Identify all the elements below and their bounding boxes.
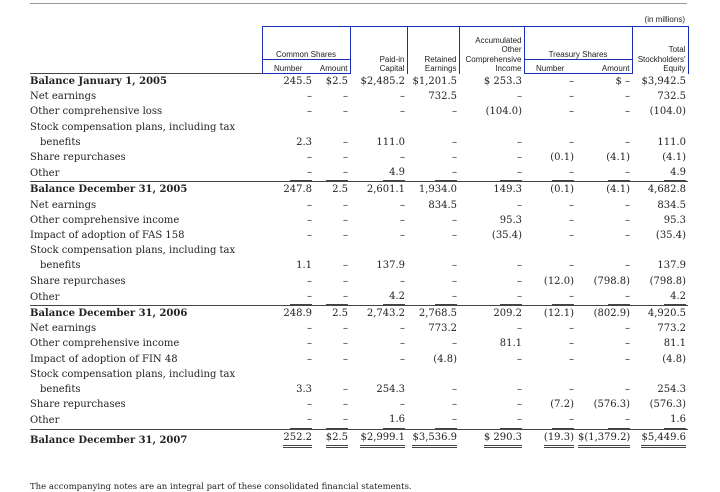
table-row bbox=[30, 165, 688, 182]
cell-value: – bbox=[569, 384, 574, 396]
cell-value: – bbox=[517, 136, 522, 148]
cell-value: – bbox=[343, 353, 348, 365]
treasury-number-header: Number bbox=[524, 60, 576, 74]
cell-value: 95.3 bbox=[663, 214, 686, 226]
table-row bbox=[30, 274, 688, 289]
cell-value: 732.5 bbox=[428, 91, 457, 103]
cell-value: $2,999.1 bbox=[350, 429, 407, 448]
cell-value: 245.5 bbox=[283, 76, 312, 87]
cell-value: – bbox=[625, 353, 630, 365]
cell-value: – bbox=[343, 399, 348, 411]
cell-value bbox=[459, 367, 524, 382]
cell-value: – bbox=[524, 289, 576, 306]
cell-value: – bbox=[459, 165, 524, 182]
cell-value: – bbox=[400, 214, 405, 226]
cell-value: $3,536.9 bbox=[407, 429, 459, 448]
cell-value: – bbox=[576, 412, 632, 429]
cell-value: – bbox=[517, 384, 522, 396]
cell-value: – bbox=[343, 199, 348, 211]
row-label: Balance December 31, 2006 bbox=[30, 306, 262, 322]
cell-value: – bbox=[307, 353, 312, 365]
row-label: benefits bbox=[40, 136, 81, 148]
row-label: Other comprehensive income bbox=[30, 338, 180, 350]
row-label: Balance December 31, 2005 bbox=[30, 182, 262, 198]
cell-value: – bbox=[517, 152, 522, 164]
cell-value: – bbox=[524, 165, 576, 182]
cell-value: – bbox=[452, 384, 457, 396]
cell-value: 4.2 bbox=[350, 289, 407, 306]
cell-value: 1.1 bbox=[296, 260, 312, 272]
aoci-header: Accumulated Other Comprehensive Income bbox=[459, 27, 524, 74]
cell-value: – bbox=[307, 91, 312, 103]
cell-value: 111.0 bbox=[376, 136, 405, 148]
cell-value: – bbox=[400, 338, 405, 350]
cell-value: – bbox=[569, 338, 574, 350]
cell-value: – bbox=[400, 106, 405, 118]
cell-value bbox=[407, 367, 459, 382]
cell-value bbox=[576, 243, 632, 258]
cell-value: – bbox=[569, 91, 574, 103]
cell-value: – bbox=[569, 260, 574, 272]
cell-value: – bbox=[343, 214, 348, 226]
row-label: Stock compensation plans, including tax bbox=[30, 121, 236, 133]
cell-value bbox=[350, 367, 407, 382]
cell-value: – bbox=[343, 106, 348, 118]
cell-value bbox=[632, 367, 688, 382]
cell-value: – bbox=[307, 338, 312, 350]
top-rule bbox=[30, 3, 687, 4]
cell-value: (0.1) bbox=[550, 152, 574, 164]
cell-value: – bbox=[459, 289, 524, 306]
row-label: Share repurchases bbox=[30, 275, 126, 287]
table-row bbox=[30, 336, 688, 351]
cell-value: 254.3 bbox=[376, 384, 405, 396]
cell-value: – bbox=[517, 91, 522, 103]
row-label: Other bbox=[30, 168, 60, 180]
cell-value: 81.1 bbox=[663, 338, 686, 350]
table-row bbox=[30, 89, 688, 104]
cell-value: 248.9 bbox=[262, 306, 314, 322]
cell-value: – bbox=[343, 338, 348, 350]
cell-value: – bbox=[400, 230, 405, 242]
cell-value: (4.1) bbox=[606, 152, 630, 164]
cell-value: – bbox=[625, 230, 630, 242]
cell-value bbox=[524, 243, 576, 258]
cell-value: (4.8) bbox=[433, 353, 457, 365]
paid-in-capital-header: Paid-in Capital bbox=[350, 27, 407, 74]
table-row bbox=[30, 306, 688, 322]
cell-value: $1,201.5 bbox=[412, 76, 457, 87]
cell-value: – bbox=[343, 260, 348, 272]
cell-value: $3,942.5 bbox=[641, 76, 686, 87]
cell-value: – bbox=[262, 165, 314, 182]
cell-value: $ – bbox=[615, 76, 630, 87]
cell-value: – bbox=[307, 323, 312, 335]
cell-value: 834.5 bbox=[428, 199, 457, 211]
cell-value: 247.8 bbox=[262, 182, 314, 198]
cell-value: – bbox=[576, 165, 632, 182]
table-row bbox=[30, 352, 688, 367]
cell-value: 137.9 bbox=[657, 260, 686, 272]
row-label: Other bbox=[30, 415, 60, 427]
cell-value: – bbox=[452, 106, 457, 118]
table-row bbox=[30, 135, 688, 150]
row-label: Stock compensation plans, including tax bbox=[30, 245, 236, 257]
cell-value: – bbox=[524, 412, 576, 429]
common-number-header: Number bbox=[262, 60, 314, 74]
table-row bbox=[30, 74, 688, 90]
cell-value: (0.1) bbox=[524, 182, 576, 198]
label-header-spacer bbox=[30, 27, 262, 60]
cell-value bbox=[262, 243, 314, 258]
row-label: Share repurchases bbox=[30, 399, 126, 411]
cell-value: – bbox=[262, 412, 314, 429]
cell-value: 4,682.8 bbox=[632, 182, 688, 198]
cell-value: – bbox=[569, 199, 574, 211]
total-equity-header: Total Stockholders' Equity bbox=[632, 27, 688, 74]
cell-value: – bbox=[569, 323, 574, 335]
row-label: Net earnings bbox=[30, 199, 97, 211]
cell-value: – bbox=[307, 106, 312, 118]
cell-value: 2,743.2 bbox=[350, 306, 407, 322]
cell-value: $(1,379.2) bbox=[576, 429, 632, 448]
cell-value: 773.2 bbox=[657, 323, 686, 335]
cell-value: 149.3 bbox=[459, 182, 524, 198]
table-row bbox=[30, 289, 688, 306]
table-row bbox=[30, 120, 688, 135]
cell-value bbox=[314, 367, 350, 382]
common-shares-header: Common Shares bbox=[262, 27, 350, 60]
cell-value: – bbox=[517, 323, 522, 335]
row-label: Impact of adoption of FAS 158 bbox=[30, 230, 185, 242]
retained-earnings-header: Retained Earnings bbox=[407, 27, 459, 74]
row-label: benefits bbox=[40, 384, 81, 396]
cell-value: 95.3 bbox=[499, 214, 522, 226]
cell-value: – bbox=[625, 384, 630, 396]
cell-value: – bbox=[400, 353, 405, 365]
cell-value: – bbox=[307, 230, 312, 242]
row-label: Balance December 31, 2007 bbox=[30, 429, 262, 448]
cell-value: – bbox=[452, 230, 457, 242]
cell-value: – bbox=[307, 152, 312, 164]
table-row bbox=[30, 397, 688, 412]
label-header-rule bbox=[30, 60, 262, 74]
cell-value: – bbox=[452, 152, 457, 164]
cell-value: (576.3) bbox=[593, 399, 630, 411]
table-row bbox=[30, 228, 688, 243]
cell-value: – bbox=[517, 399, 522, 411]
row-label: Other bbox=[30, 291, 60, 303]
cell-value: – bbox=[569, 353, 574, 365]
cell-value bbox=[524, 367, 576, 382]
cell-value: 4.9 bbox=[632, 165, 688, 182]
cell-value: – bbox=[625, 199, 630, 211]
cell-value bbox=[314, 120, 350, 135]
cell-value: – bbox=[459, 412, 524, 429]
cell-value: – bbox=[625, 323, 630, 335]
cell-value: $2.5 bbox=[325, 76, 348, 87]
cell-value: 2,768.5 bbox=[407, 306, 459, 322]
table-row bbox=[30, 367, 688, 382]
cell-value: – bbox=[307, 399, 312, 411]
cell-value: (12.1) bbox=[524, 306, 576, 322]
cell-value bbox=[576, 367, 632, 382]
cell-value: – bbox=[517, 353, 522, 365]
cell-value: – bbox=[569, 106, 574, 118]
cell-value: 1.6 bbox=[632, 412, 688, 429]
cell-value: 209.2 bbox=[459, 306, 524, 322]
row-label: Impact of adoption of FIN 48 bbox=[30, 353, 178, 365]
cell-value: – bbox=[625, 214, 630, 226]
cell-value bbox=[459, 243, 524, 258]
cell-value: 4.2 bbox=[632, 289, 688, 306]
cell-value: – bbox=[517, 260, 522, 272]
cell-value: – bbox=[307, 199, 312, 211]
cell-value: – bbox=[452, 275, 457, 287]
cell-value: (4.1) bbox=[576, 182, 632, 198]
cell-value: – bbox=[569, 136, 574, 148]
cell-value: – bbox=[343, 230, 348, 242]
cell-value bbox=[524, 120, 576, 135]
cell-value: 773.2 bbox=[428, 323, 457, 335]
table-row bbox=[30, 258, 688, 273]
cell-value: (19.3) bbox=[524, 429, 576, 448]
cell-value: – bbox=[400, 323, 405, 335]
cell-value: (35.4) bbox=[491, 230, 522, 242]
row-label: Share repurchases bbox=[30, 152, 126, 164]
table-row bbox=[30, 429, 688, 448]
cell-value: (7.2) bbox=[550, 399, 574, 411]
cell-value: – bbox=[400, 91, 405, 103]
cell-value: – bbox=[343, 384, 348, 396]
cell-value: (12.0) bbox=[543, 275, 574, 287]
cell-value: – bbox=[343, 323, 348, 335]
table-row bbox=[30, 198, 688, 213]
table-row bbox=[30, 321, 688, 336]
cell-value bbox=[314, 243, 350, 258]
cell-value bbox=[407, 243, 459, 258]
cell-value: 2.5 bbox=[314, 306, 350, 322]
cell-value bbox=[459, 120, 524, 135]
table-row bbox=[30, 382, 688, 397]
table-body bbox=[30, 74, 688, 448]
table-row bbox=[30, 213, 688, 228]
cell-value: – bbox=[452, 260, 457, 272]
common-amount-header: Amount bbox=[314, 60, 350, 74]
cell-value: – bbox=[314, 165, 350, 182]
cell-value: – bbox=[569, 230, 574, 242]
cell-value: 2,601.1 bbox=[350, 182, 407, 198]
cell-value: $ 253.3 bbox=[483, 76, 522, 87]
cell-value bbox=[262, 367, 314, 382]
cell-value: – bbox=[625, 136, 630, 148]
cell-value bbox=[350, 120, 407, 135]
cell-value: – bbox=[314, 289, 350, 306]
table-row bbox=[30, 412, 688, 429]
cell-value: – bbox=[343, 152, 348, 164]
cell-value: – bbox=[569, 214, 574, 226]
cell-value: 111.0 bbox=[657, 136, 686, 148]
row-label: Net earnings bbox=[30, 91, 97, 103]
cell-value: – bbox=[343, 91, 348, 103]
cell-value: – bbox=[625, 260, 630, 272]
cell-value: – bbox=[517, 199, 522, 211]
cell-value: (4.1) bbox=[662, 152, 686, 164]
cell-value bbox=[350, 243, 407, 258]
cell-value: – bbox=[407, 289, 459, 306]
table-row bbox=[30, 243, 688, 258]
cell-value: – bbox=[625, 338, 630, 350]
cell-value bbox=[407, 120, 459, 135]
cell-value: (104.0) bbox=[649, 106, 686, 118]
cell-value: 4.9 bbox=[350, 165, 407, 182]
cell-value: – bbox=[343, 136, 348, 148]
footnote: The accompanying notes are an integral part of these consolidated financial statements. bbox=[30, 482, 412, 492]
cell-value: – bbox=[569, 76, 574, 87]
cell-value: 254.3 bbox=[657, 384, 686, 396]
cell-value: $2.5 bbox=[314, 429, 350, 448]
cell-value: – bbox=[452, 399, 457, 411]
cell-value: – bbox=[452, 338, 457, 350]
row-label: Balance January 1, 2005 bbox=[30, 76, 167, 87]
treasury-shares-header: Treasury Shares bbox=[524, 27, 632, 60]
cell-value: 834.5 bbox=[657, 199, 686, 211]
cell-value: – bbox=[625, 91, 630, 103]
cell-value: – bbox=[576, 289, 632, 306]
treasury-amount-header: Amount bbox=[576, 60, 632, 74]
cell-value: 252.2 bbox=[262, 429, 314, 448]
cell-value: – bbox=[307, 214, 312, 226]
cell-value: $5,449.6 bbox=[632, 429, 688, 448]
cell-value bbox=[262, 120, 314, 135]
cell-value: (802.9) bbox=[576, 306, 632, 322]
cell-value: (4.8) bbox=[662, 353, 686, 365]
cell-value: – bbox=[407, 412, 459, 429]
cell-value: – bbox=[400, 199, 405, 211]
cell-value: 732.5 bbox=[657, 91, 686, 103]
row-label: Other comprehensive loss bbox=[30, 106, 163, 118]
table-row bbox=[30, 104, 688, 119]
cell-value: 2.3 bbox=[296, 136, 312, 148]
cell-value: (35.4) bbox=[655, 230, 686, 242]
cell-value: – bbox=[307, 275, 312, 287]
cell-value bbox=[632, 243, 688, 258]
cell-value bbox=[576, 120, 632, 135]
cell-value: – bbox=[407, 165, 459, 182]
cell-value: 2.5 bbox=[314, 182, 350, 198]
cell-value: (798.8) bbox=[593, 275, 630, 287]
cell-value: 4,920.5 bbox=[632, 306, 688, 322]
units-note: (in millions) bbox=[644, 15, 685, 24]
cell-value: (576.3) bbox=[649, 399, 686, 411]
cell-value: – bbox=[343, 275, 348, 287]
cell-value: – bbox=[314, 412, 350, 429]
cell-value: – bbox=[400, 152, 405, 164]
cell-value: (104.0) bbox=[485, 106, 522, 118]
cell-value: 81.1 bbox=[499, 338, 522, 350]
row-label: benefits bbox=[40, 260, 81, 272]
cell-value: – bbox=[452, 214, 457, 226]
cell-value: $2,485.2 bbox=[360, 76, 405, 87]
cell-value: 137.9 bbox=[376, 260, 405, 272]
cell-value: 1,934.0 bbox=[407, 182, 459, 198]
table-row bbox=[30, 150, 688, 165]
cell-value: – bbox=[625, 106, 630, 118]
row-label: Other comprehensive income bbox=[30, 214, 180, 226]
cell-value: – bbox=[452, 136, 457, 148]
table-row bbox=[30, 182, 688, 198]
cell-value: (798.8) bbox=[649, 275, 686, 287]
cell-value: 3.3 bbox=[296, 384, 312, 396]
row-label: Net earnings bbox=[30, 323, 97, 335]
cell-value bbox=[632, 120, 688, 135]
cell-value: – bbox=[400, 399, 405, 411]
cell-value: – bbox=[517, 275, 522, 287]
equity-statement-table bbox=[30, 26, 689, 448]
cell-value: 1.6 bbox=[350, 412, 407, 429]
cell-value: – bbox=[400, 275, 405, 287]
row-label: Stock compensation plans, including tax bbox=[30, 368, 236, 380]
cell-value: $ 290.3 bbox=[459, 429, 524, 448]
cell-value: – bbox=[262, 289, 314, 306]
